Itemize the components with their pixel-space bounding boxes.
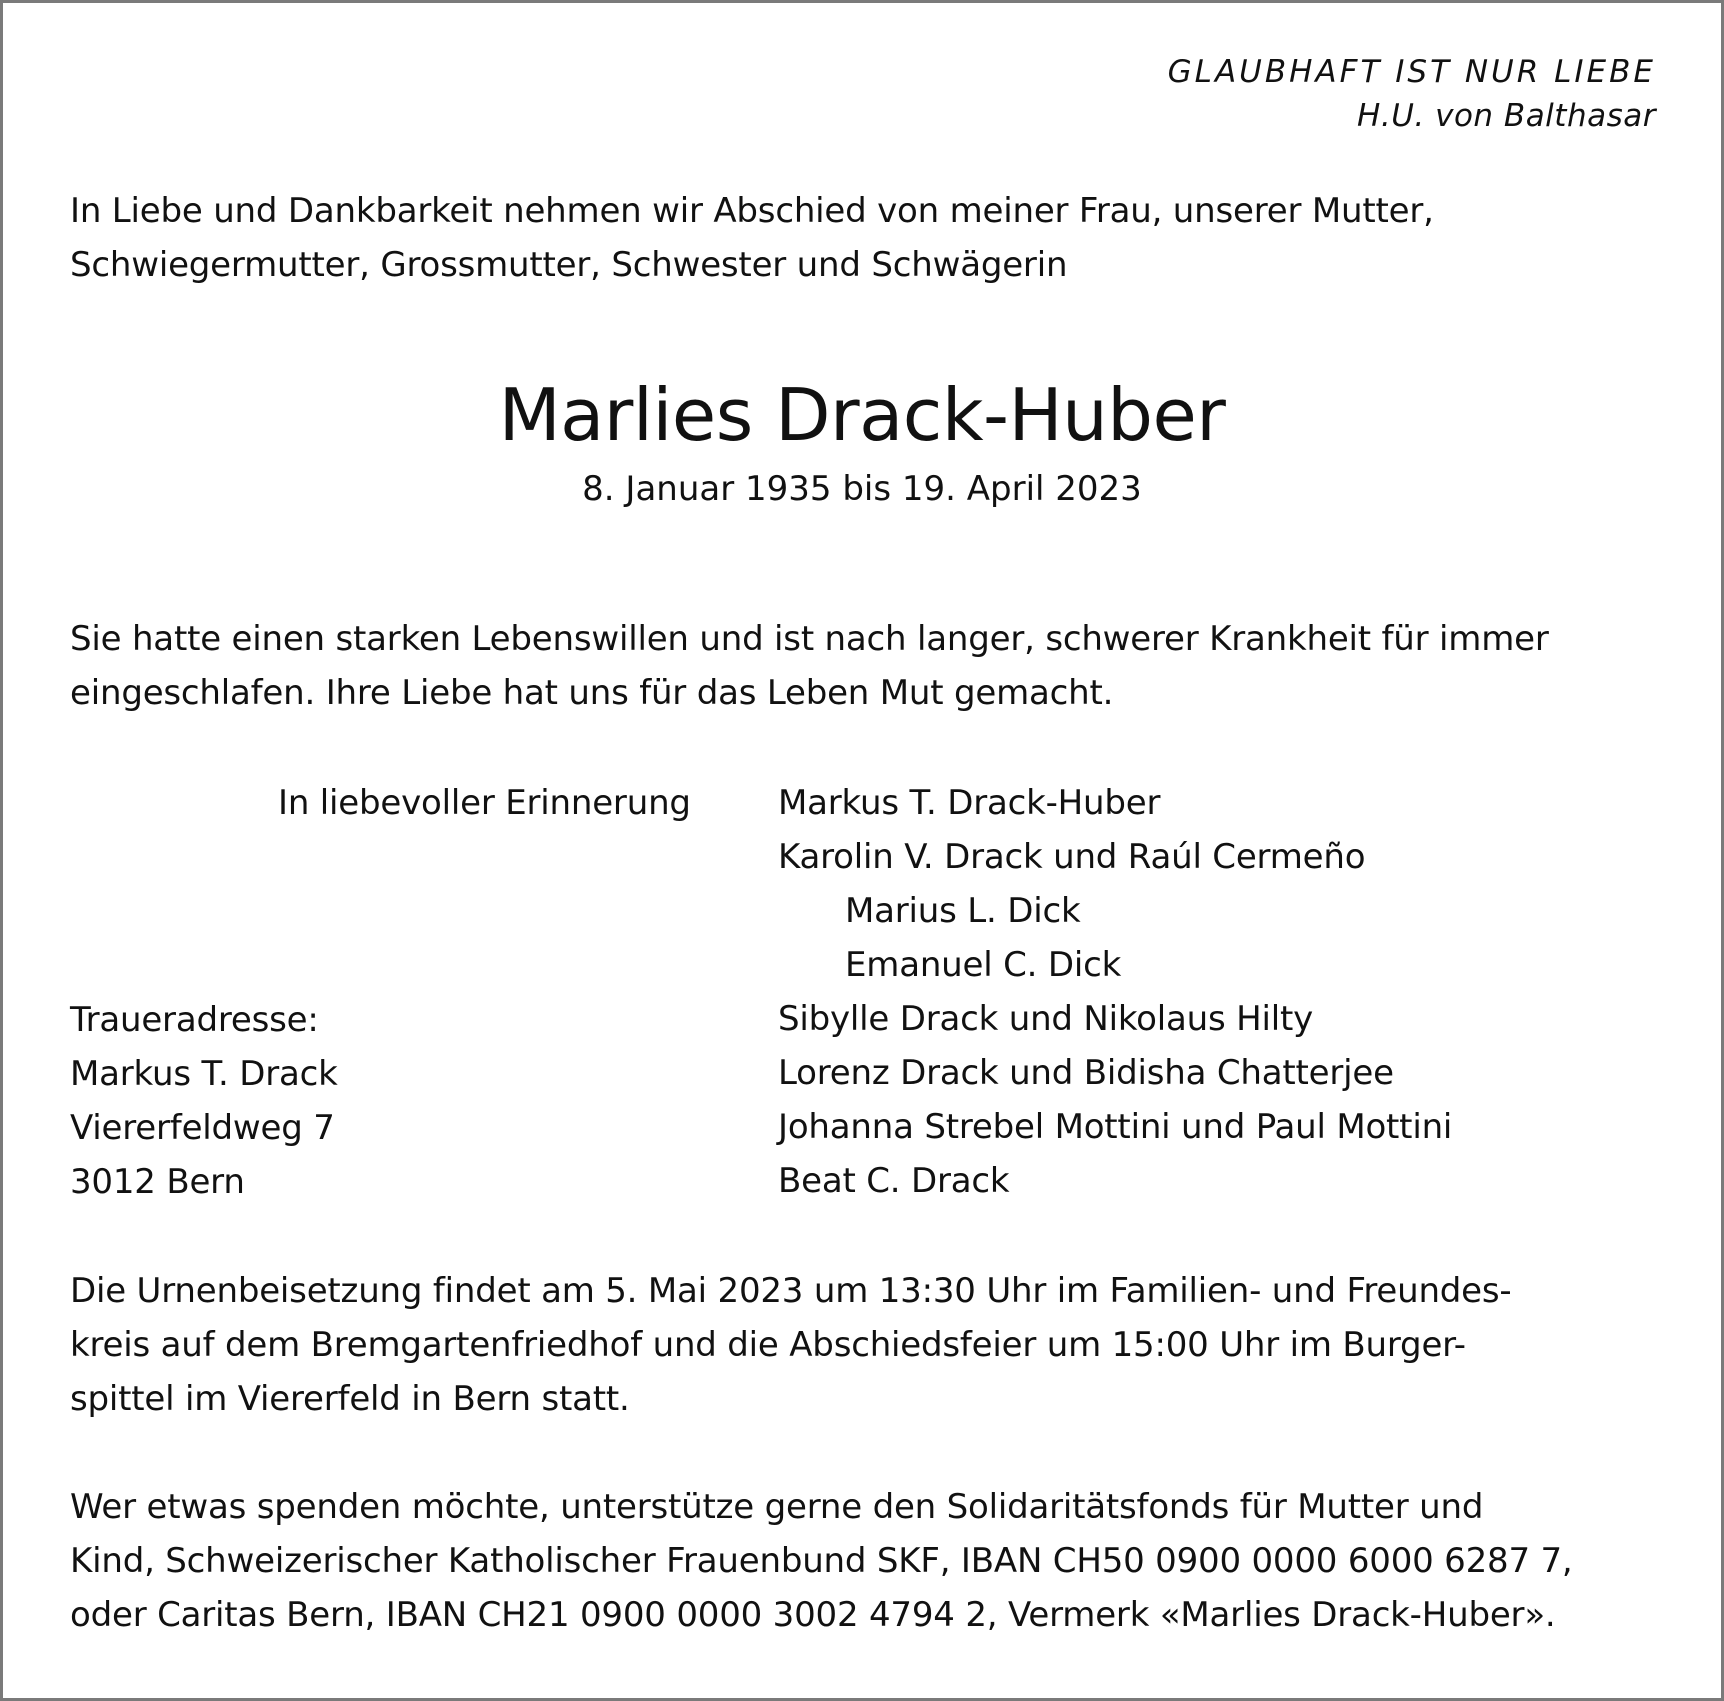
mourner-name: Sibylle Drack und Nikolaus Hilty: [778, 999, 1314, 1039]
donation-line: oder Caritas Bern, IBAN CH21 0900 0000 3002 4794 2, Vermerk «Marlies Drack-Huber».: [70, 1595, 1556, 1635]
life-line: eingeschlafen. Ihre Liebe hat uns für das Leben Mut gemacht.: [70, 673, 1114, 713]
mourner-name: Marius L. Dick: [845, 891, 1081, 931]
memory-label: In liebevoller Erinnerung: [278, 783, 691, 823]
motto-author: H.U. von Balthasar: [1357, 98, 1656, 134]
intro-line: Schwiegermutter, Grossmutter, Schwester und Schwägerin: [70, 245, 1068, 285]
mourner-name: Karolin V. Drack und Raúl Cermeño: [778, 837, 1366, 877]
donation-line: Kind, Schweizerischer Katholischer Frauenbund SKF, IBAN CH50 0900 0000 6000 6287 7,: [70, 1541, 1573, 1581]
life-line: Sie hatte einen starken Lebenswillen und ist nach langer, schwerer Krankheit für immer: [70, 619, 1549, 659]
intro-text: [70, 184, 1670, 292]
address-city: 3012 Bern: [70, 1162, 245, 1202]
deceased-name: Marlies Drack-Huber: [498, 373, 1226, 457]
mourner-name: Beat C. Drack: [778, 1161, 1010, 1201]
mourner-name: Johanna Strebel Mottini und Paul Mottini: [778, 1107, 1453, 1147]
motto: [1168, 50, 1656, 138]
mourning-address: [70, 993, 338, 1209]
life-dates: 8. Januar 1935 bis 19. April 2023: [582, 469, 1142, 509]
mourner-name: Emanuel C. Dick: [845, 945, 1122, 985]
address-street: Viererfeldweg 7: [70, 1108, 335, 1148]
mourner-name: Markus T. Drack-Huber: [778, 783, 1161, 823]
burial-line: spittel im Viererfeld in Bern statt.: [70, 1379, 630, 1419]
mourner-name: Lorenz Drack und Bidisha Chatterjee: [778, 1053, 1394, 1093]
life-text: [70, 612, 1670, 720]
intro-line: In Liebe und Dankbarkeit nehmen wir Abschied von meiner Frau, unserer Mutter,: [70, 191, 1434, 231]
burial-text: [70, 1264, 1670, 1426]
donation-text: [70, 1480, 1670, 1642]
donation-line: Wer etwas spenden möchte, unterstütze gerne den Solidaritätsfonds für Mutter und: [70, 1487, 1484, 1527]
mourners-list: [778, 776, 1452, 1208]
address-name: Markus T. Drack: [70, 1054, 338, 1094]
burial-line: Die Urnenbeisetzung findet am 5. Mai 2023 um 13:30 Uhr im Familien- und Freundes-: [70, 1271, 1512, 1311]
burial-line: kreis auf dem Bremgartenfriedhof und die Abschiedsfeier um 15:00 Uhr im Burger-: [70, 1325, 1466, 1365]
address-label: Traueradresse:: [70, 1000, 319, 1040]
motto-quote: GLAUBHAFT IST NUR LIEBE: [1167, 54, 1656, 90]
